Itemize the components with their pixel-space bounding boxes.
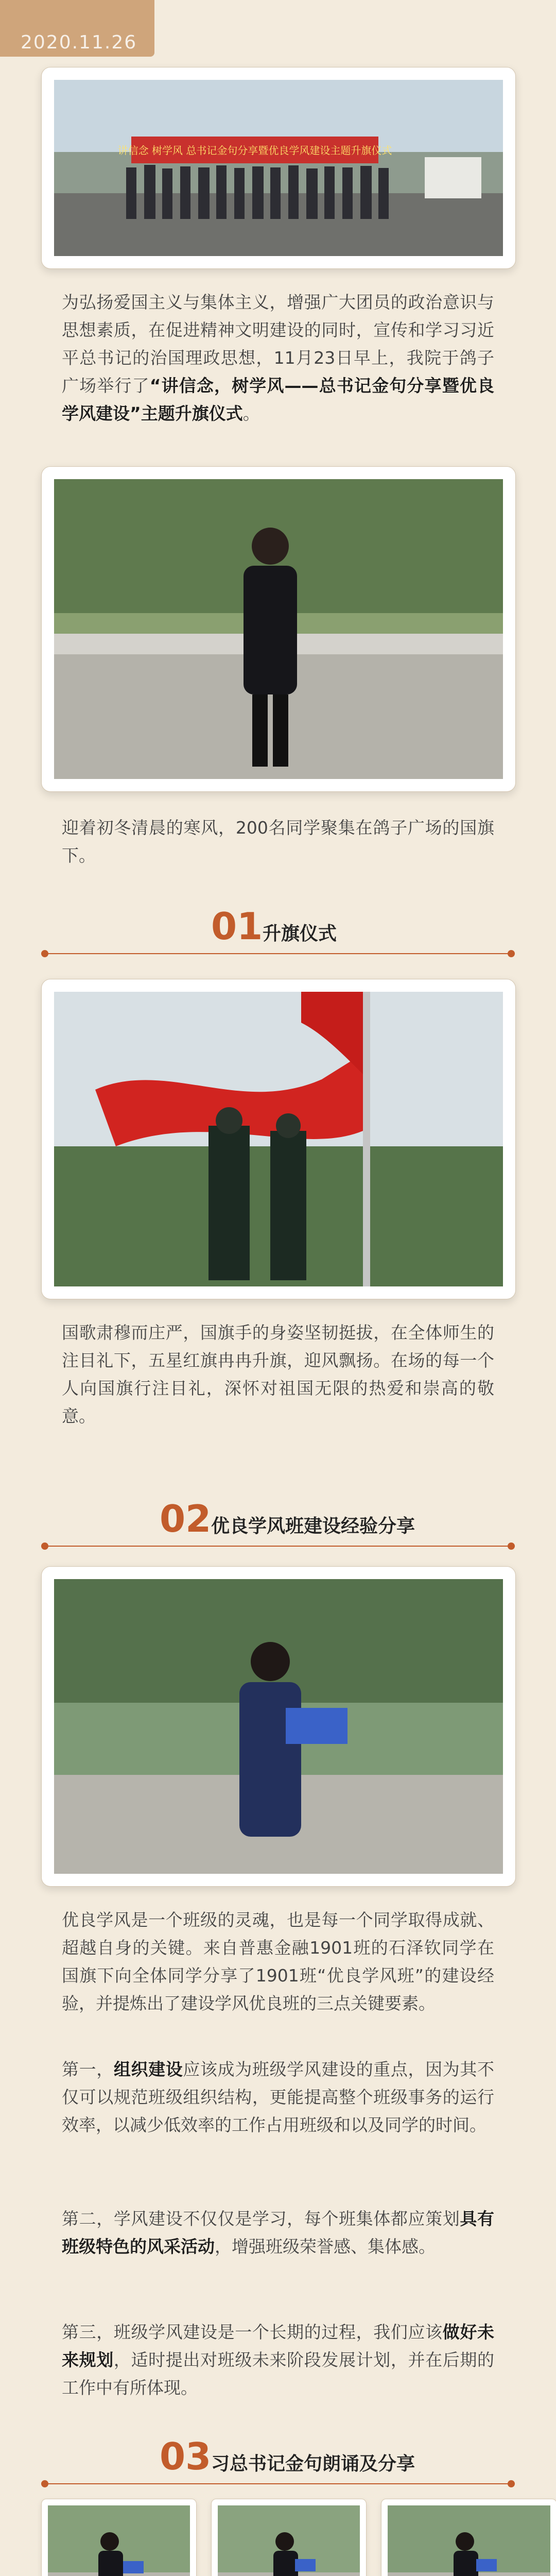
section-03-label: 习总书记金句朗诵及分享 <box>211 2453 415 2475</box>
gathering-paragraph: 迎着初冬清晨的寒风，200名同学聚集在鸽子广场的国旗下。 <box>62 818 494 866</box>
point-one-prefix: 第一， <box>62 2059 114 2079</box>
speaker-photo-frame[interactable] <box>41 1566 516 1887</box>
section-01-divider <box>41 953 515 954</box>
host-photo-illustration <box>54 479 503 779</box>
section-01-label: 升旗仪式 <box>263 923 337 944</box>
section-02-title <box>41 1494 515 1546</box>
section-01-dot-left <box>41 950 48 957</box>
point-two-prefix: 第二，学风建设不仅仅是学习，每个班集体都应策划 <box>62 2209 460 2229</box>
banner-ribbon-text: 讲信念 树学风 总书记金句分享暨优良学风建设主题升旗仪式 <box>117 144 392 157</box>
intro-bold-title: “讲信念，树学风——总书记金句分享暨优良学风建设”主题升旗仪式 <box>62 376 494 423</box>
host-photo <box>54 479 503 779</box>
point-two-bold: 具有班级特色的风采活动 <box>62 2209 494 2257</box>
carousel-slide-2-illustration <box>218 2505 360 2576</box>
section-01-number: 01 <box>211 905 263 948</box>
section-03-dot-left <box>41 2480 48 2487</box>
banner-photo-frame[interactable] <box>41 67 516 269</box>
section-03-number: 03 <box>160 2435 212 2478</box>
section-03-divider <box>41 2483 515 2484</box>
banner-photo <box>54 80 503 256</box>
carousel-slide-3[interactable] <box>381 2499 556 2576</box>
carousel-slide-2[interactable] <box>211 2499 367 2576</box>
flag-photo <box>54 992 503 1286</box>
carousel-slide-1-photo <box>48 2505 190 2576</box>
carousel-slide-3-photo <box>388 2505 550 2576</box>
section-03-dot-right <box>508 2480 515 2487</box>
point-one-bold: 组织建设 <box>113 2059 183 2079</box>
section-01-title <box>41 902 515 953</box>
point-two-rest: ，增强班级荣誉感、集体感。 <box>215 2236 436 2257</box>
section-02-divider <box>41 1546 515 1547</box>
section-03-title <box>41 2432 515 2483</box>
point-two <box>62 2205 494 2261</box>
recite-carousel[interactable] <box>41 2499 556 2576</box>
section-02-label: 优良学风班建设经验分享 <box>211 1516 415 1537</box>
point-one-rest: 应该成为班级学风建设的重点，因为其不仅可以规范班级组织结构，更能提高整个班级事务的运行效率，以减少低效率的工作占用班级和以及同学的时间。 <box>62 2059 494 2135</box>
point-three-bold: 做好未来规划 <box>62 2322 494 2370</box>
flag-paragraph: 国歌肃穆而庄严，国旗手的身姿坚韧挺拔，在全体师生的注目礼下，五星红旗冉冉升旗，迎风飘扬。在场的每一个人向国旗行注目礼，深怀对祖国无限的热爱和崇高的敬意。 <box>62 1323 494 1426</box>
flag-photo-illustration <box>54 992 503 1286</box>
date-tab <box>0 0 154 57</box>
carousel-slide-1-illustration <box>48 2505 190 2576</box>
banner-photo-illustration <box>54 80 503 256</box>
point-one <box>62 2056 494 2139</box>
section-02-dot-left <box>41 1543 48 1550</box>
point-three <box>62 2318 494 2402</box>
intro-text: 为弘扬爱国主义与集体主义，增强广大团员的政治意识与思想素质，在促进精神文明建设的同时，宣传和学习习近平总书记的治国理政思想，11月23日早上，我院于鸽子广场举行了 <box>62 292 494 396</box>
speaker-photo <box>54 1579 503 1874</box>
flag-photo-frame[interactable] <box>41 979 516 1299</box>
speaker-photo-illustration <box>54 1579 503 1874</box>
intro-paragraph <box>62 289 494 428</box>
carousel-slide-1[interactable] <box>41 2499 197 2576</box>
host-photo-frame[interactable] <box>41 466 516 792</box>
section-01-dot-right <box>508 950 515 957</box>
section-02-number: 02 <box>160 1497 212 1540</box>
carousel-slide-3-illustration <box>388 2505 550 2576</box>
intro-end: 。 <box>242 403 260 423</box>
date-text: 2020.11.26 <box>21 32 137 53</box>
experience-paragraph: 优良学风是一个班级的灵魂，也是每一个同学取得成就、超越自身的关键。来自普惠金融1901班的石泽钦同学在国旗下向全体同学分享了1901班“优良学风班”的建设经验，并提炼出了建设学风优良班的三点关键要素。 <box>62 1910 494 2013</box>
point-three-prefix: 第三，班级学风建设是一个长期的过程，我们应该 <box>62 2322 443 2342</box>
point-three-rest: ，适时提出对班级未来阶段发展计划，并在后期的工作中有所体现。 <box>62 2350 494 2398</box>
section-02-dot-right <box>508 1543 515 1550</box>
carousel-slide-2-photo <box>218 2505 360 2576</box>
